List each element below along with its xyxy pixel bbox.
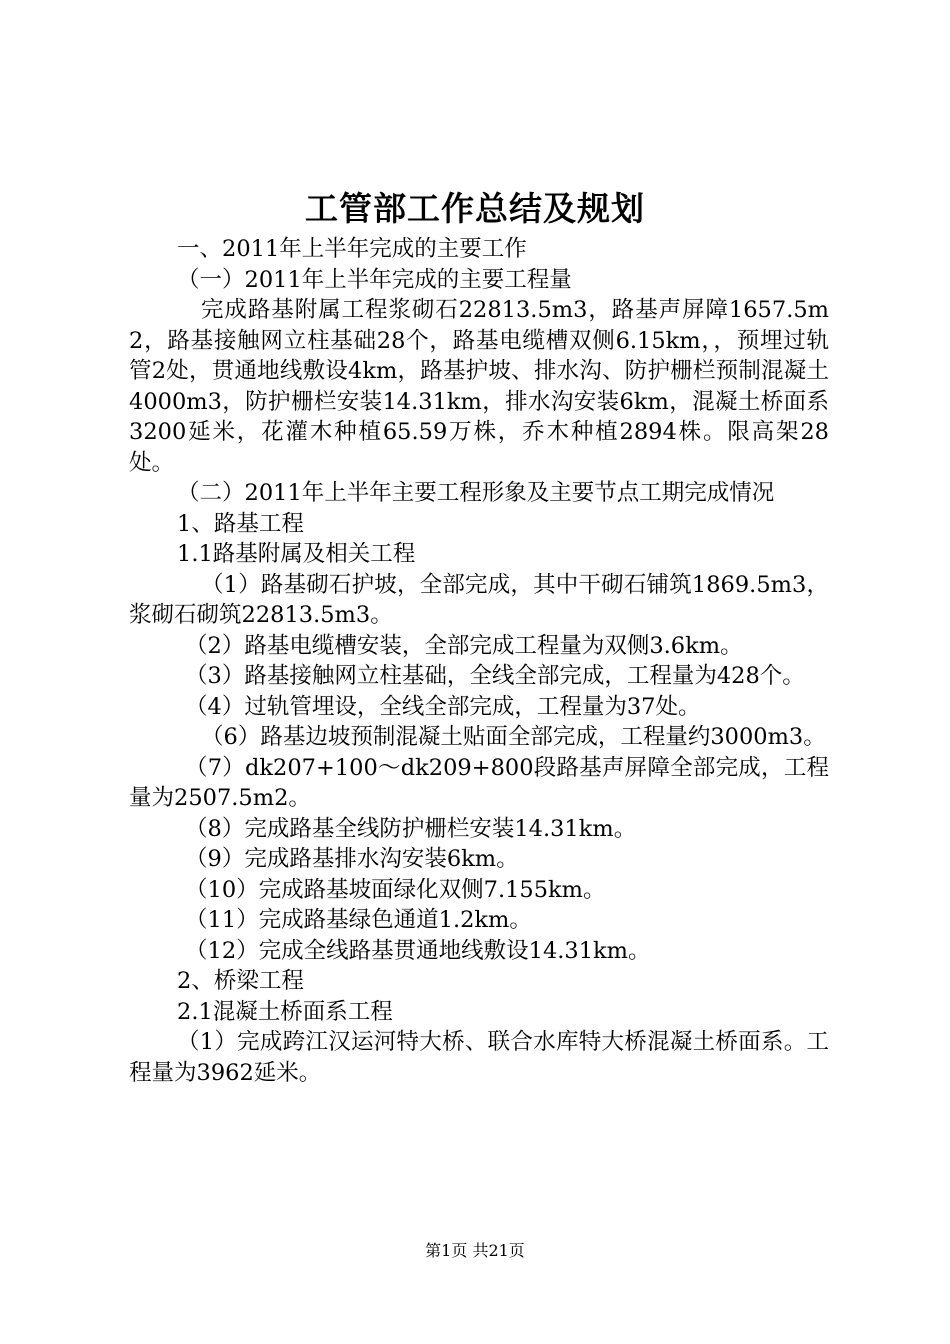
paragraph: 2.1混凝土桥面系工程 <box>177 998 393 1025</box>
document-title: 工管部工作总结及规划 <box>305 189 645 228</box>
paragraph: 2、桥梁工程 <box>177 968 304 994</box>
paragraph: （11）完成路基绿色通道1.2km。 <box>185 907 532 933</box>
paragraph: 完成路基附属工程浆砌石22813.5m3，路基声屏障1657.5m2，路基接触网立柱基础28个，路基电缆槽双侧6.15km，，预埋过轨管2处，贯通地线敷设4km，路基护坡、排水沟、防护栅栏预制混凝土4000m3，防护栅栏安装14.31km，排水沟安装6km，混凝土桥面系3200延米，花灌木种植65.59万株，乔木种植2894株。限高架28处。 <box>129 297 829 476</box>
paragraph: （6）路基边坡预制混凝土贴面全部完成，工程量约3000m3。 <box>201 724 826 750</box>
paragraph: 1、路基工程 <box>177 510 304 537</box>
paragraph: （2）路基电缆槽安装，全部完成工程量为双侧3.6km。 <box>185 632 743 659</box>
paragraph: （4）过轨管埋设，全线全部完成，工程量为37处。 <box>185 693 701 720</box>
paragraph: （12）完成全线路基贯通地线敷设14.31km。 <box>185 937 651 964</box>
paragraph: （1）路基砌石护坡，全部完成，其中干砌石铺筑1869.5m3，浆砌石砌筑22813.5m3。 <box>129 571 829 628</box>
paragraph: （一）2011年上半年完成的主要工程量 <box>177 266 572 293</box>
paragraph: （8）完成路基全线防护栅栏安装14.31km。 <box>185 815 637 842</box>
document-body <box>129 234 829 1088</box>
paragraph: （二）2011年上半年主要工程形象及主要节点工期完成情况 <box>177 480 775 506</box>
paragraph: （1）完成跨江汉运河特大桥、联合水库特大桥混凝土桥面系。工程量为3962延米。 <box>129 1029 829 1086</box>
page-footer: 第1页 共21页 <box>425 1241 525 1260</box>
paragraph: （7）dk207+100～dk209+800段路基声屏障全部完成，工程量为2507.5m2。 <box>129 754 829 811</box>
paragraph: 1.1路基附属及相关工程 <box>177 541 416 567</box>
paragraph: （9）完成路基排水沟安装6km。 <box>185 846 519 872</box>
paragraph: （10）完成路基坡面绿化双侧7.155km。 <box>185 876 606 903</box>
paragraph: 一、2011年上半年完成的主要工作 <box>177 236 527 262</box>
paragraph: （3）路基接触网立柱基础，全线全部完成，工程量为428个。 <box>185 663 805 689</box>
